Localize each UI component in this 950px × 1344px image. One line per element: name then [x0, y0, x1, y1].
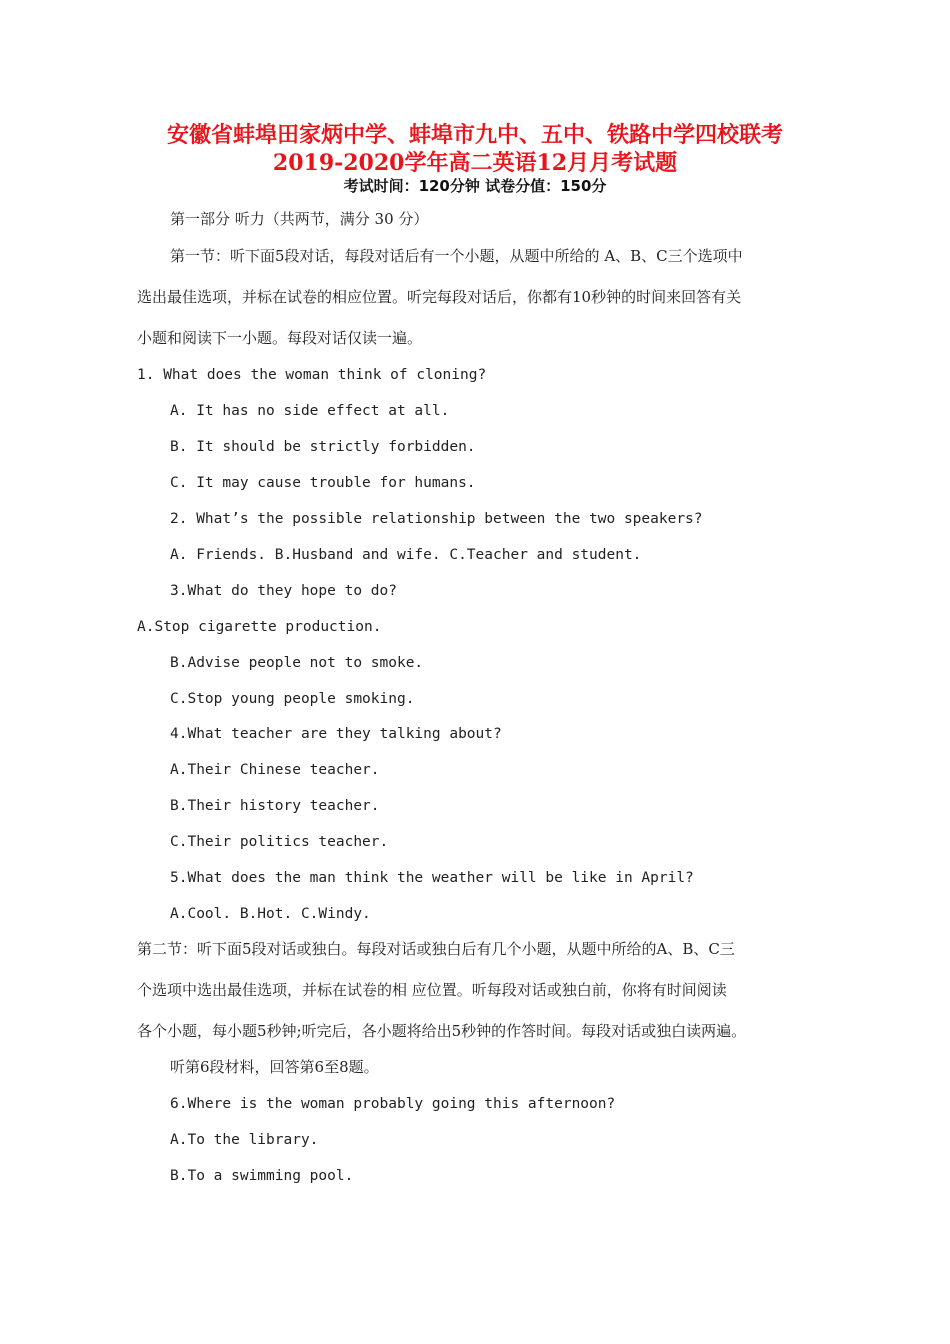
question-4-option-b: B.Their history teacher. — [170, 798, 380, 814]
section1-instructions-2: 选出最佳选项，并标在试卷的相应位置。听完每段对话后，你都有10秒钟的时间来回答有关 — [137, 288, 742, 306]
question-4: 4.What teacher are they talking about? — [170, 726, 502, 742]
question-3: 3.What do they hope to do? — [170, 583, 397, 599]
question-1: 1. What does the woman think of cloning? — [137, 367, 487, 383]
question-3-option-c: C.Stop young people smoking. — [170, 691, 415, 707]
question-4-option-c: C.Their politics teacher. — [170, 834, 389, 850]
question-1-option-a: A. It has no side effect at all. — [170, 403, 450, 419]
section1-instructions-1: 第一节：听下面5段对话，每段对话后有一个小题，从题中所给的 A、B、C三个选项中 — [170, 247, 743, 265]
title-line-1: 安徽省蚌埠田家炳中学、蚌埠市九中、五中、铁路中学四校联考 — [166, 122, 783, 148]
question-1-option-c: C. It may cause trouble for humans. — [170, 475, 476, 491]
question-6: 6.Where is the woman probably going this afternoon? — [170, 1096, 616, 1112]
question-4-option-a: A.Their Chinese teacher. — [170, 762, 380, 778]
question-3-option-a: A.Stop cigarette production. — [137, 619, 382, 635]
question-6-option-a: A.To the library. — [170, 1132, 319, 1148]
question-5: 5.What does the man think the weather will be like in April? — [170, 870, 694, 886]
question-3-option-b: B.Advise people not to smoke. — [170, 655, 424, 671]
exam-info: 考试时间：120分钟 试卷分值：150分 — [343, 177, 607, 195]
section2-instructions-3: 各个小题，每小题5秒钟;听完后，各小题将给出5秒钟的作答时间。每段对话或独白读两遍。 — [137, 1022, 747, 1040]
section1-instructions-3: 小题和阅读下一小题。每段对话仅读一遍。 — [137, 329, 423, 347]
part1-heading: 第一部分 听力（共两节，满分 30 分） — [170, 210, 429, 228]
section2-instructions-1: 第二节：听下面5段对话或独白。每段对话或独白后有几个小题，从题中所给的A、B、C三 — [137, 940, 735, 958]
section2-instructions-2: 个选项中选出最佳选项，并标在试卷的相 应位置。听每段对话或独白前，你将有时间阅读 — [137, 981, 727, 999]
material-6-heading: 听第6段材料，回答第6至8题。 — [170, 1058, 379, 1076]
question-1-option-b: B. It should be strictly forbidden. — [170, 439, 476, 455]
question-2-options: A. Friends. B.Husband and wife. C.Teacher and student. — [170, 547, 642, 563]
question-6-option-b: B.To a swimming pool. — [170, 1168, 354, 1184]
title-line-2: 2019-2020学年高二英语12月月考试题 — [272, 150, 678, 176]
question-2: 2. What’s the possible relationship between the two speakers? — [170, 511, 703, 527]
question-5-options: A.Cool. B.Hot. C.Windy. — [170, 906, 371, 922]
